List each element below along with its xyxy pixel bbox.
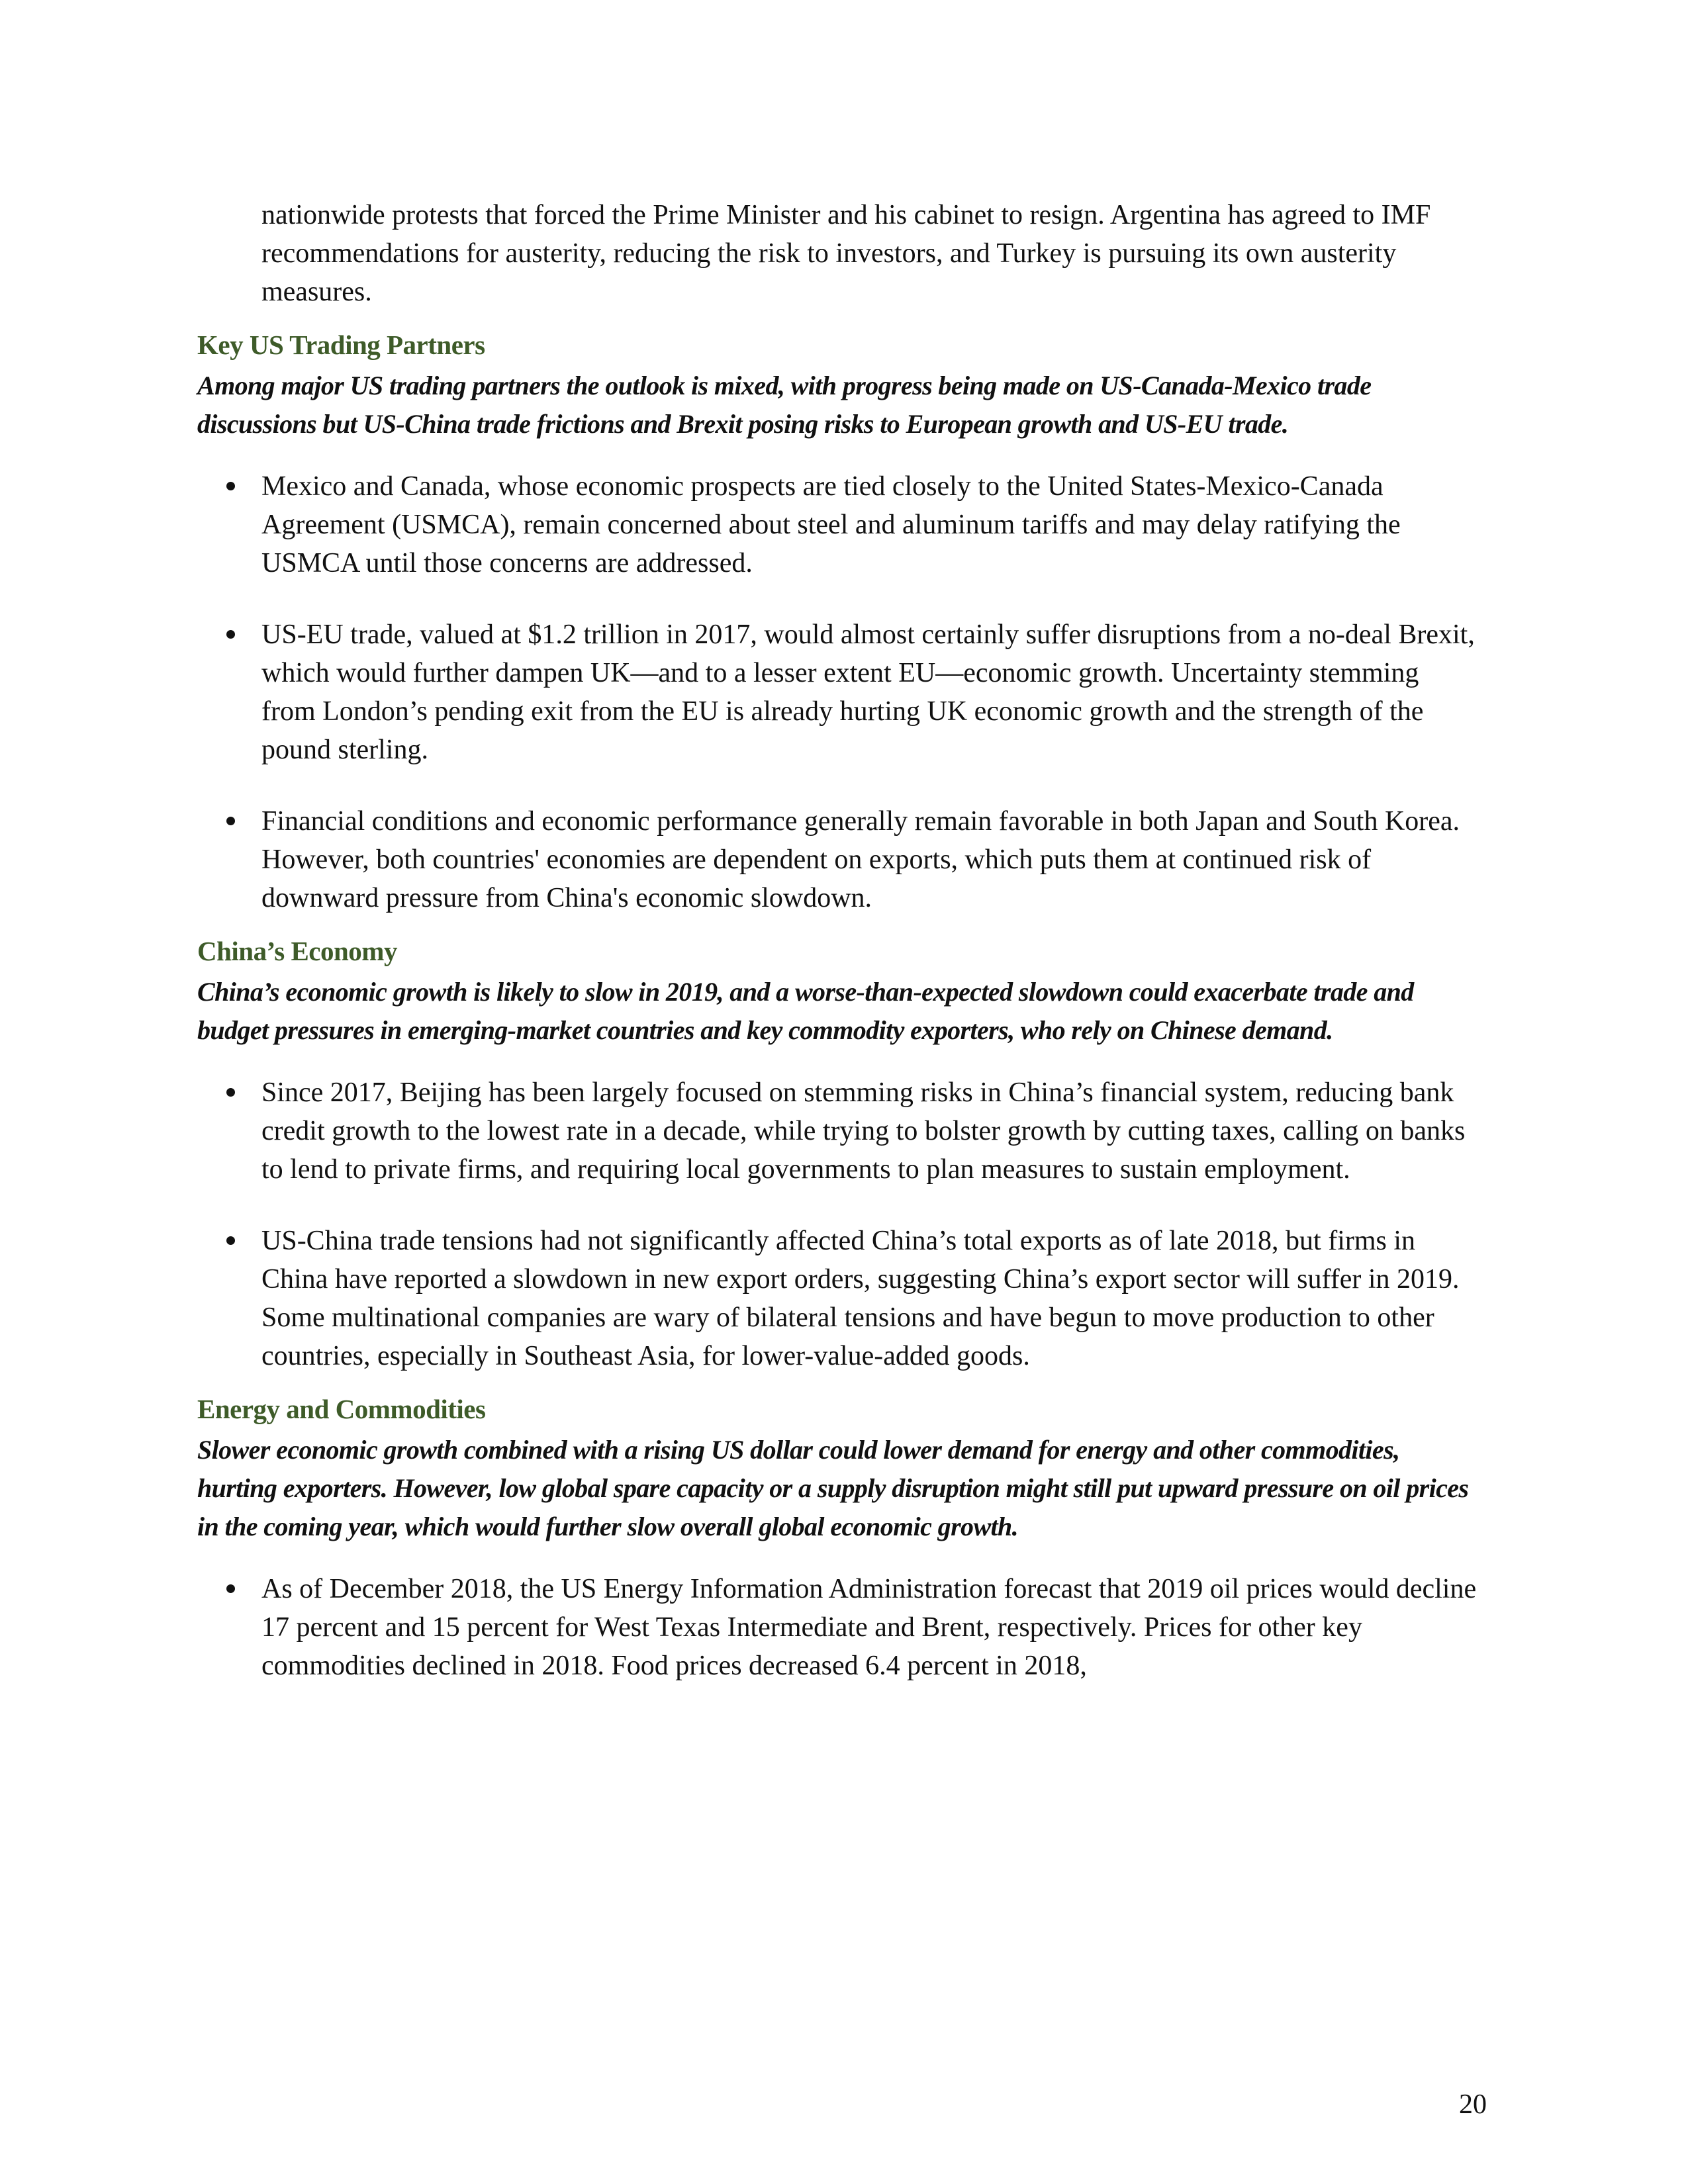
- section-key-us-trading-partners: [197, 326, 1478, 917]
- section-heading: Key US Trading Partners: [197, 330, 485, 360]
- bullet-text: US-EU trade, valued at $1.2 trillion in 2017, would almost certainly suffer disruptions from a no-deal Brexit, which would further dampen UK—and to a lesser extent EU—economic growth. Uncertainty stemming from London’s pending exit from the EU is already hurting UK economic growth and the strength of the pound sterling.: [261, 619, 1475, 765]
- list-item: [197, 1073, 1478, 1189]
- section-lead: Slower economic growth combined with a rising US dollar could lower demand for energy and other commodities, hurting exporters. However, low global spare capacity or a supply disruption might still put upward pressure on oil prices in the coming year, which would further slow overall global economic growth.: [197, 1435, 1469, 1541]
- intro-continuation: nationwide protests that forced the Prime Minister and his cabinet to resign. Argentina has agreed to IMF recommendations for austerity, reducing the risk to investors, and Turkey is pursuing its own austerity measures.: [261, 200, 1431, 307]
- section-lead: Among major US trading partners the outlook is mixed, with progress being made on US-Canada-Mexico trade discussions but US-China trade frictions and Brexit posing risks to European growth and US-EU trade.: [197, 371, 1372, 439]
- section-lead: China’s economic growth is likely to slow in 2019, and a worse-than-expected slowdown could exacerbate trade and budget pressures in emerging-market countries and key commodity exporters, who rely on Chinese demand.: [197, 977, 1414, 1045]
- list-item: [197, 1570, 1478, 1685]
- list-item: [197, 467, 1478, 582]
- bullet-list: [197, 467, 1478, 917]
- list-item: [197, 1222, 1478, 1375]
- bullet-text: Financial conditions and economic performance generally remain favorable in both Japan and South Korea. However, both countries' economies are dependent on exports, which puts them at continued risk of downward pressure from China's economic slowdown.: [261, 806, 1460, 913]
- bullet-list: [197, 1570, 1478, 1685]
- list-item: [197, 802, 1478, 917]
- bullet-icon: [226, 1088, 235, 1097]
- bullet-icon: [226, 1584, 235, 1593]
- page-number: 20: [1459, 2089, 1487, 2120]
- bullet-text: As of December 2018, the US Energy Information Administration forecast that 2019 oil prices would decline 17 percent and 15 percent for West Texas Intermediate and Brent, respectively. Prices for other key commodities declined in 2018. Food prices decreased 6.4 percent in 2018,: [261, 1574, 1477, 1681]
- section-chinas-economy: [197, 932, 1478, 1375]
- bullet-list: [197, 1073, 1478, 1375]
- bullet-text: US-China trade tensions had not significantly affected China’s total exports as of late 2018, but firms in China have reported a slowdown in new export orders, suggesting China’s export sector will suffer in 2019. Some multinational companies are wary of bilateral tensions and have begun to move production to other countries, especially in Southeast Asia, for lower-value-added goods.: [261, 1226, 1460, 1371]
- bullet-icon: [226, 1236, 235, 1245]
- bullet-icon: [226, 817, 235, 825]
- bullet-icon: [226, 630, 235, 639]
- section-heading: China’s Economy: [197, 936, 397, 966]
- section-energy-and-commodities: [197, 1390, 1478, 1685]
- document-page: [197, 196, 1478, 1718]
- bullet-text: Mexico and Canada, whose economic prospects are tied closely to the United States-Mexico-Canada Agreement (USMCA), remain concerned about steel and aluminum tariffs and may delay ratifying the USMCA until those concerns are addressed.: [261, 471, 1401, 578]
- list-item: [197, 615, 1478, 769]
- bullet-text: Since 2017, Beijing has been largely focused on stemming risks in China’s financial system, reducing bank credit growth to the lowest rate in a decade, while trying to bolster growth by cutting taxes, calling on banks to lend to private firms, and requiring local governments to plan measures to sustain employment.: [261, 1077, 1466, 1185]
- section-heading: Energy and Commodities: [197, 1394, 486, 1424]
- bullet-icon: [226, 482, 235, 490]
